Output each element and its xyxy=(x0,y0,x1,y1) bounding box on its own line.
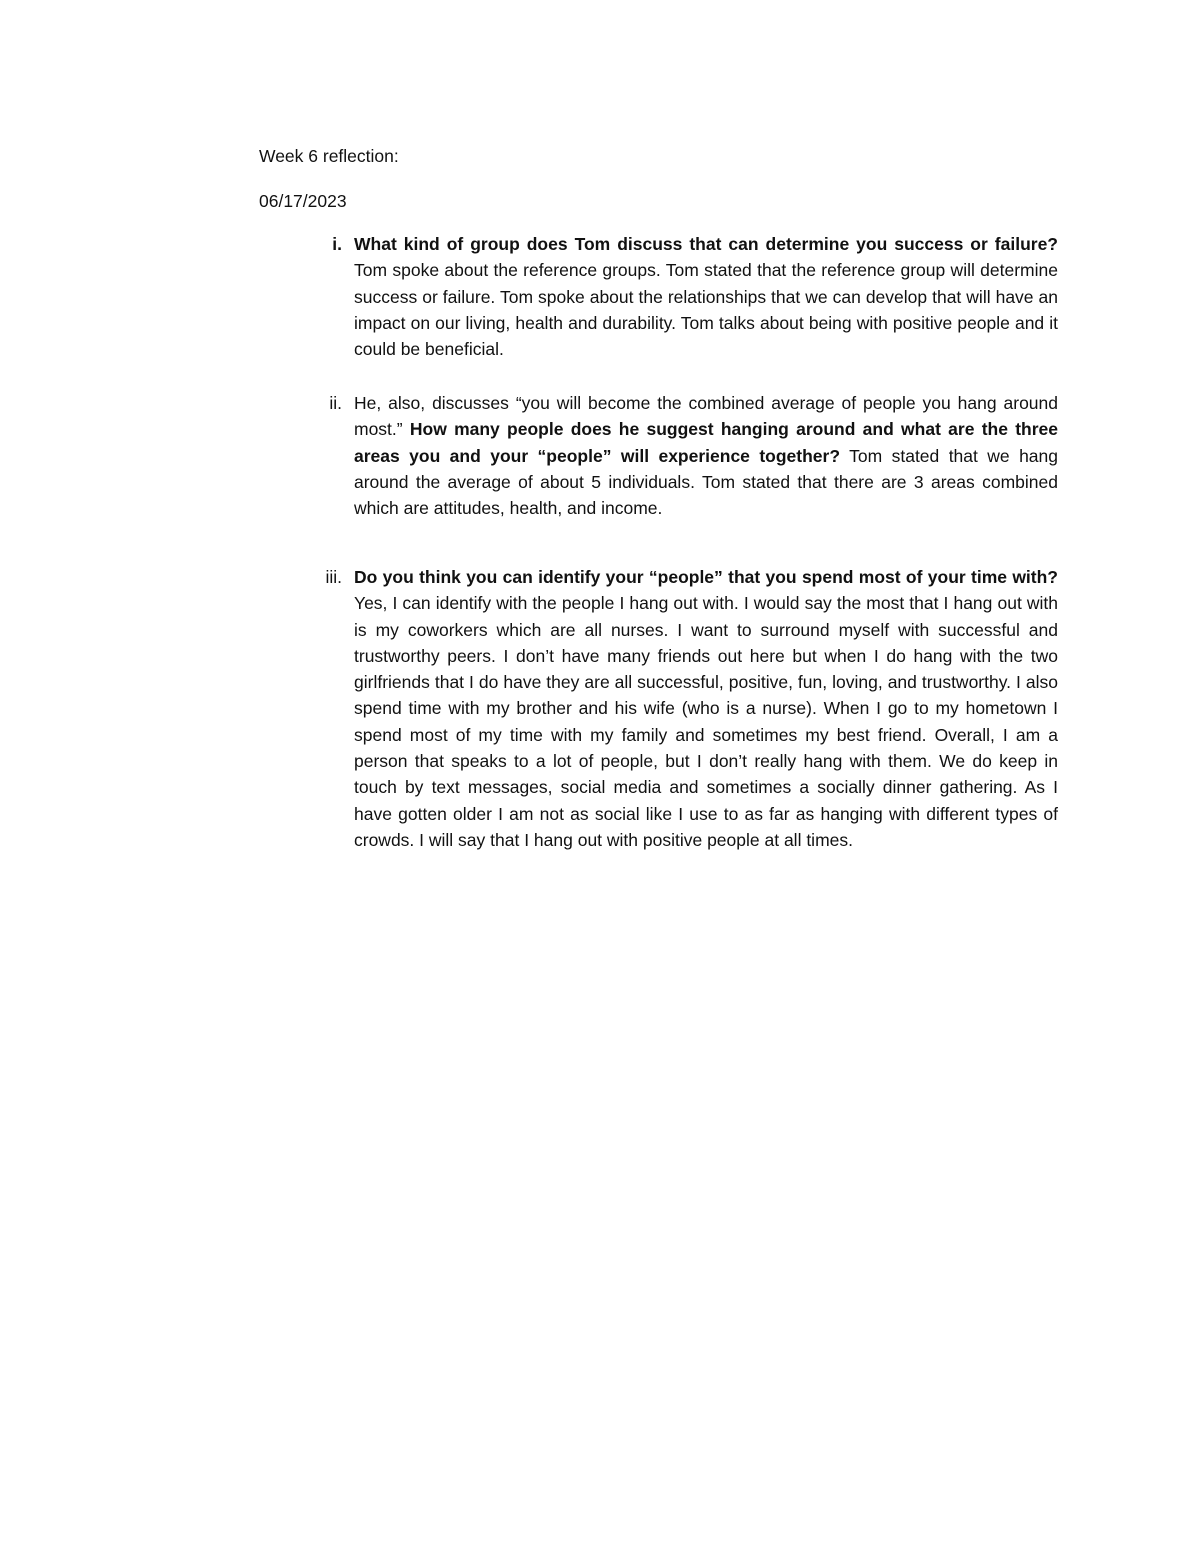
answer-text: Tom spoke about the reference groups. Tom stated that the reference group will determine success or failure. Tom spoke about the relationships that we can develop that will have an impact on our living, health and durability. Tom talks about being with positive people and it could be beneficial. xyxy=(354,260,1058,360)
document-date: 06/17/2023 xyxy=(259,191,347,211)
item-numeral: iii. xyxy=(325,567,342,587)
item-numeral: ii. xyxy=(329,393,342,413)
question-text: What kind of group does Tom discuss that can determine you success or failure? xyxy=(354,234,1058,254)
question-text: Do you think you can identify your “people” that you spend most of your time with? xyxy=(354,567,1058,587)
answer-text: Tom stated that we hang around the average of about 5 individuals. Tom stated that there are 3 areas combined which are attitudes, health, and income. xyxy=(354,445,1059,519)
document-title: Week 6 reflection: xyxy=(259,146,399,166)
item-text xyxy=(354,231,1058,362)
item-text xyxy=(354,564,1058,853)
item-numeral: i. xyxy=(332,234,342,254)
quote-text: He, also, discusses “you will become the combined average of people you hang around most.” xyxy=(354,393,1058,440)
item-text xyxy=(354,390,1058,521)
answer-text: Yes, I can identify with the people I hang out with. I would say the most that I hang out with is my coworkers which are all nurses. I want to surround myself with successful and trustworthy peers. I don’t have many friends out here but when I do hang with the two girlfriends that I do have they are all successful, positive, fun, loving, and trustworthy. I also spend time with my brother and his wife (who is a nurse). When I go to my hometown I spend most of my time with my family and sometimes my best friend. Overall, I am a person that speaks to a lot of people, but I don’t really hang with them. We do keep in touch by text messages, social media and sometimes a socially dinner gathering. As I have gotten older I am not as social like I use to as far as hanging with different types of crowds. I will say that I hang out with positive people at all times. xyxy=(354,593,1058,850)
question-text: How many people does he suggest hanging around and what are the three areas you and your “people” will experience together? xyxy=(354,419,1058,466)
